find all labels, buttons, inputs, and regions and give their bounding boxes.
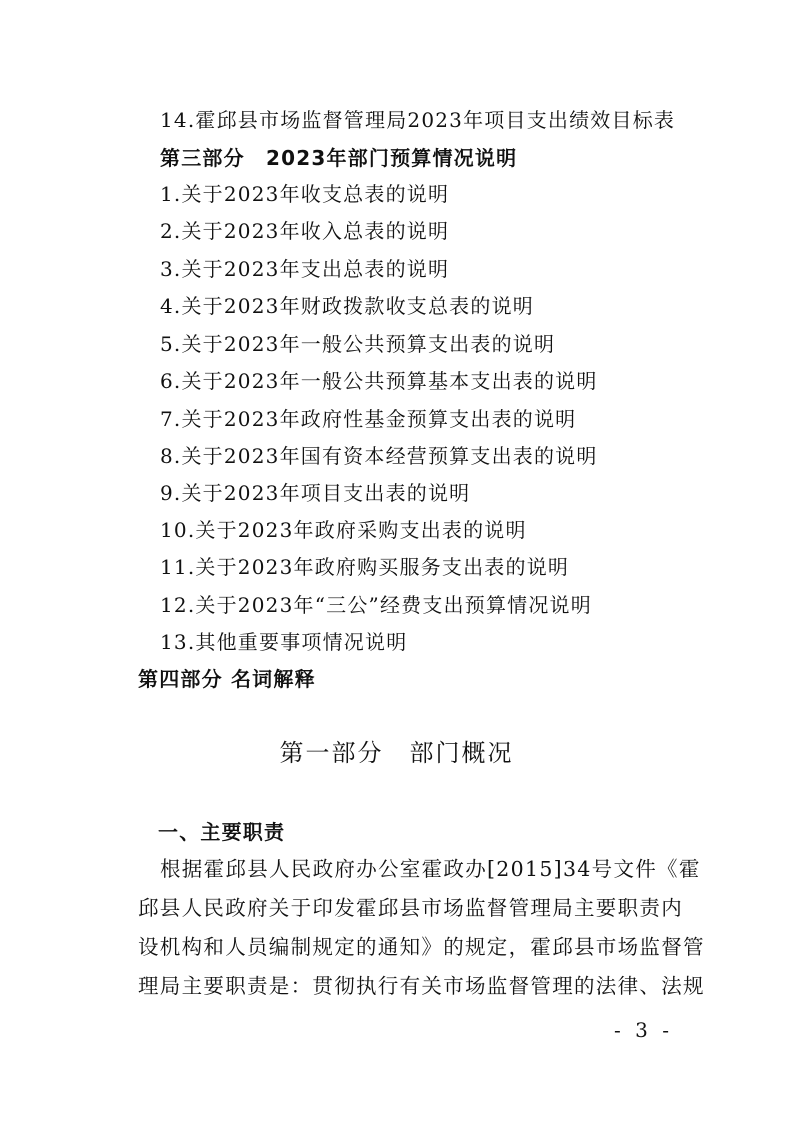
toc-item: 6.关于2023年一般公共预算基本支出表的说明 — [160, 369, 598, 393]
toc-item: 12.关于2023年“三公”经费支出预算情况说明 — [160, 593, 592, 617]
toc-item: 10.关于2023年政府采购支出表的说明 — [160, 518, 527, 542]
toc-item: 2.关于2023年收入总表的说明 — [160, 219, 450, 243]
page-number: - 3 - — [614, 1018, 673, 1042]
section-title: 第一部分 部门概况 — [279, 739, 514, 767]
toc-item: 11.关于2023年政府购买服务支出表的说明 — [160, 555, 570, 579]
toc-item: 8.关于2023年国有资本经营预算支出表的说明 — [160, 444, 598, 468]
toc-item: 4.关于2023年财政拨款收支总表的说明 — [160, 294, 534, 318]
toc-item: 7.关于2023年政府性基金预算支出表的说明 — [160, 407, 577, 431]
paragraph-line: 理局主要职责是：贯彻执行有关市场监督管理的法律、法规 — [138, 974, 705, 998]
toc-item: 3.关于2023年支出总表的说明 — [160, 257, 450, 281]
paragraph-line: 根据霍邱县人民政府办公室霍政办[2015]34号文件《霍 — [160, 857, 701, 881]
toc-part4-heading: 第四部分 名词解释 — [138, 667, 316, 691]
paragraph-line: 设机构和人员编制规定的通知》的规定，霍邱县市场监督管 — [138, 935, 705, 959]
section-subheading: 一、主要职责 — [158, 820, 286, 844]
toc-item: 13.其他重要事项情况说明 — [160, 630, 408, 654]
toc-item: 9.关于2023年项目支出表的说明 — [160, 481, 471, 505]
toc-item: 1.关于2023年收支总表的说明 — [160, 182, 450, 206]
toc-item: 5.关于2023年一般公共预算支出表的说明 — [160, 332, 556, 356]
toc-item-14: 14.霍邱县市场监督管理局2023年项目支出绩效目标表 — [160, 108, 676, 132]
toc-part3-heading: 第三部分 2023年部门预算情况说明 — [160, 146, 518, 170]
paragraph-line: 邱县人民政府关于印发霍邱县市场监督管理局主要职责内 — [138, 896, 683, 920]
